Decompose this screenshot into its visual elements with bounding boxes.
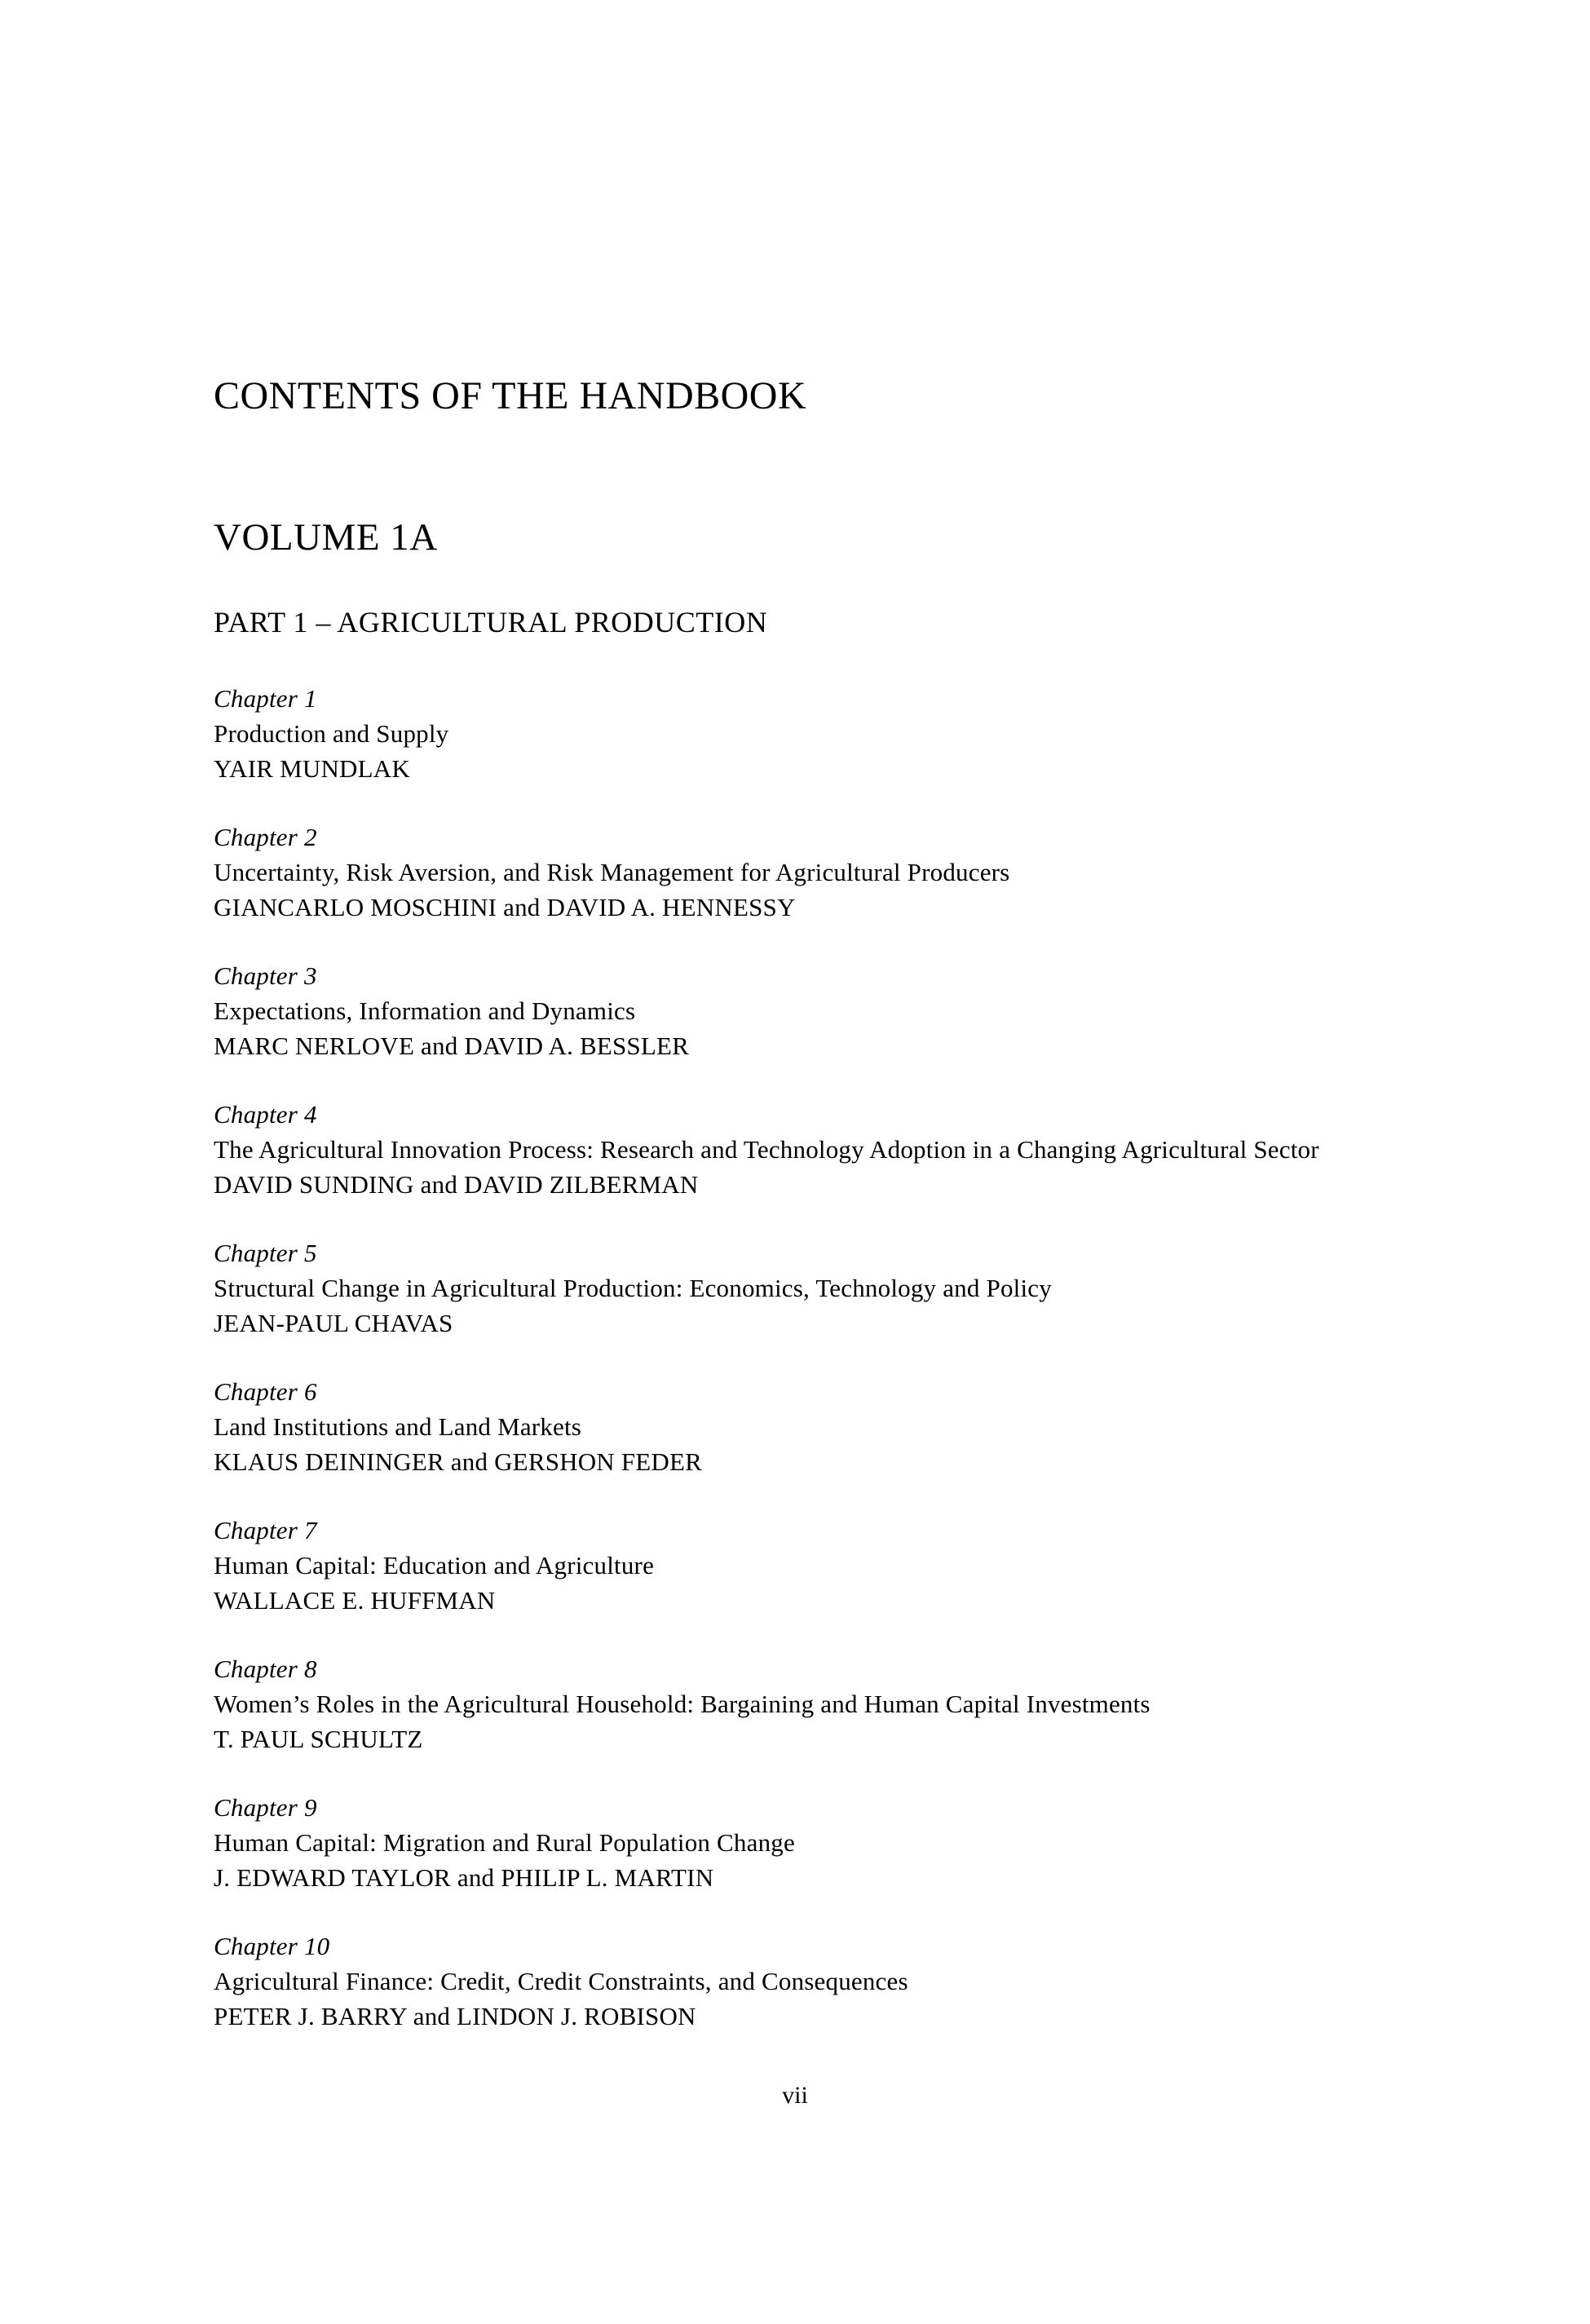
part-heading: PART 1 – AGRICULTURAL PRODUCTION bbox=[214, 606, 768, 638]
chapter-authors: GIANCARLO MOSCHINI and DAVID A. HENNESSY bbox=[214, 893, 796, 921]
chapter-title: Land Institutions and Land Markets bbox=[214, 1412, 582, 1441]
chapter-label: Chapter 10 bbox=[214, 1932, 330, 1960]
chapter-title: The Agricultural Innovation Process: Research and Technology Adoption in a Changing Agricultural Sector bbox=[214, 1135, 1319, 1164]
chapter-label: Chapter 6 bbox=[214, 1377, 317, 1406]
volume-heading: VOLUME 1A bbox=[214, 516, 438, 559]
chapter-title: Production and Supply bbox=[214, 719, 449, 748]
chapter-label: Chapter 5 bbox=[214, 1239, 317, 1267]
chapter-entry bbox=[214, 1235, 1396, 1341]
chapter-label: Chapter 9 bbox=[214, 1793, 317, 1822]
chapter-title: Expectations, Information and Dynamics bbox=[214, 996, 636, 1025]
chapter-authors: KLAUS DEININGER and GERSHON FEDER bbox=[214, 1447, 703, 1476]
chapter-title: Agricultural Finance: Credit, Credit Constraints, and Consequences bbox=[214, 1967, 908, 1995]
page-content bbox=[214, 0, 1396, 2034]
chapter-entry bbox=[214, 1929, 1396, 2034]
chapter-label: Chapter 8 bbox=[214, 1655, 317, 1683]
chapter-authors: PETER J. BARRY and LINDON J. ROBISON bbox=[214, 2002, 696, 2030]
chapter-label: Chapter 1 bbox=[214, 684, 317, 713]
chapter-entry bbox=[214, 958, 1396, 1063]
chapter-entry bbox=[214, 1651, 1396, 1756]
chapter-title: Human Capital: Migration and Rural Population Change bbox=[214, 1828, 795, 1857]
chapter-entry bbox=[214, 1097, 1396, 1202]
chapter-title: Structural Change in Agricultural Production: Economics, Technology and Policy bbox=[214, 1274, 1052, 1302]
chapter-title: Human Capital: Education and Agriculture bbox=[214, 1551, 655, 1580]
chapter-entry bbox=[214, 1513, 1396, 1618]
chapter-list bbox=[214, 681, 1396, 2034]
chapter-authors: WALLACE E. HUFFMAN bbox=[214, 1586, 496, 1615]
chapter-authors: JEAN-PAUL CHAVAS bbox=[214, 1309, 453, 1337]
chapter-label: Chapter 3 bbox=[214, 961, 317, 990]
chapter-entry bbox=[214, 681, 1396, 786]
chapter-authors: J. EDWARD TAYLOR and PHILIP L. MARTIN bbox=[214, 1863, 714, 1892]
chapter-title: Uncertainty, Risk Aversion, and Risk Management for Agricultural Producers bbox=[214, 858, 1010, 886]
chapter-authors: T. PAUL SCHULTZ bbox=[214, 1725, 423, 1753]
document-title: CONTENTS OF THE HANDBOOK bbox=[214, 374, 807, 418]
chapter-title: Women’s Roles in the Agricultural Household: Bargaining and Human Capital Investments bbox=[214, 1690, 1151, 1718]
chapter-entry bbox=[214, 820, 1396, 925]
chapter-label: Chapter 7 bbox=[214, 1516, 317, 1544]
page-number: vii bbox=[782, 2082, 808, 2109]
chapter-authors: DAVID SUNDING and DAVID ZILBERMAN bbox=[214, 1170, 699, 1199]
chapter-entry bbox=[214, 1374, 1396, 1479]
chapter-label: Chapter 2 bbox=[214, 823, 317, 851]
chapter-label: Chapter 4 bbox=[214, 1100, 317, 1129]
chapter-authors: YAIR MUNDLAK bbox=[214, 754, 410, 783]
chapter-entry bbox=[214, 1790, 1396, 1895]
chapter-authors: MARC NERLOVE and DAVID A. BESSLER bbox=[214, 1032, 690, 1060]
